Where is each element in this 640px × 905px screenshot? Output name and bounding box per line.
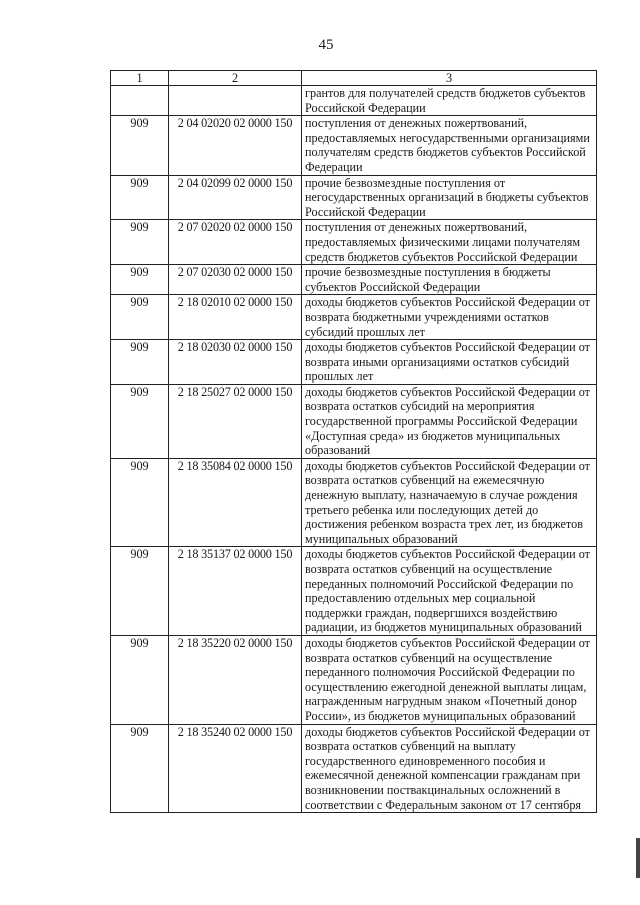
admin-code-cell: 909 <box>111 384 169 458</box>
table-row <box>111 340 597 385</box>
table-header-row <box>111 71 597 86</box>
admin-code-cell: 909 <box>111 724 169 813</box>
description-cell: доходы бюджетов субъектов Российской Федерации от возврата остатков субвенций на осуществление переданного полномочия Российской Федерации по осуществлению ежегодной денежной выплаты лицам, награжденным нагрудным знаком «Почетный донор России», из бюджетов муниципальных образований <box>302 635 597 724</box>
table-row <box>111 724 597 813</box>
table-row <box>111 635 597 724</box>
budget-code-cell: 2 07 02020 02 0000 150 <box>169 220 302 265</box>
budget-code-cell: 2 18 02030 02 0000 150 <box>169 340 302 385</box>
description-cell: доходы бюджетов субъектов Российской Федерации от возврата остатков субвенций на осуществление переданных полномочий Российской Федерации по предоставлению отдельных мер социальной поддержки граждан, подвергшихся воздействию радиации, из бюджетов муниципальных образований <box>302 547 597 636</box>
admin-code-cell: 909 <box>111 458 169 547</box>
budget-code-cell: 2 04 02020 02 0000 150 <box>169 116 302 175</box>
budget-code-cell: 2 07 02030 02 0000 150 <box>169 265 302 295</box>
header-col-1: 1 <box>111 71 169 86</box>
budget-code-cell: 2 18 02010 02 0000 150 <box>169 295 302 340</box>
budget-code-cell: 2 18 35240 02 0000 150 <box>169 724 302 813</box>
admin-code-cell: 909 <box>111 635 169 724</box>
header-col-3: 3 <box>302 71 597 86</box>
budget-code-cell: 2 04 02099 02 0000 150 <box>169 175 302 220</box>
budget-code-cell: 2 18 25027 02 0000 150 <box>169 384 302 458</box>
admin-code-cell: 909 <box>111 175 169 220</box>
admin-code-cell: 909 <box>111 116 169 175</box>
admin-code-cell: 909 <box>111 547 169 636</box>
table-row <box>111 175 597 220</box>
table-row <box>111 116 597 175</box>
description-cell: поступления от денежных пожертвований, предоставляемых негосударственными организациями получателям средств бюджетов субъектов Российской Федерации <box>302 116 597 175</box>
description-cell: доходы бюджетов субъектов Российской Федерации от возврата иными организациями остатков субсидий прошлых лет <box>302 340 597 385</box>
description-cell: доходы бюджетов субъектов Российской Федерации от возврата бюджетными учреждениями остатков субсидий прошлых лет <box>302 295 597 340</box>
admin-code-cell: 909 <box>111 295 169 340</box>
budget-code-cell: 2 18 35220 02 0000 150 <box>169 635 302 724</box>
table-row <box>111 220 597 265</box>
table-row <box>111 384 597 458</box>
budget-code-cell <box>169 86 302 116</box>
budget-code-cell: 2 18 35137 02 0000 150 <box>169 547 302 636</box>
table-row <box>111 295 597 340</box>
description-cell: грантов для получателей средств бюджетов субъектов Российской Федерации <box>302 86 597 116</box>
description-cell: поступления от денежных пожертвований, предоставляемых физическими лицами получателям средств бюджетов субъектов Российской Федерации <box>302 220 597 265</box>
table-row <box>111 265 597 295</box>
budget-code-cell: 2 18 35084 02 0000 150 <box>169 458 302 547</box>
description-cell: доходы бюджетов субъектов Российской Федерации от возврата остатков субсидий на мероприятия государственной программы Российской Федерации «Доступная среда» из бюджетов муниципальных образований <box>302 384 597 458</box>
table-row <box>111 547 597 636</box>
description-cell: доходы бюджетов субъектов Российской Федерации от возврата остатков субвенций на ежемесячную денежную выплату, назначаемую в случае рождения третьего ребенка или последующих детей до достижения ребенком возраста трех лет, из бюджетов муниципальных образований <box>302 458 597 547</box>
table-row <box>111 86 597 116</box>
admin-code-cell: 909 <box>111 265 169 295</box>
page-number: 45 <box>318 37 334 53</box>
admin-code-cell: 909 <box>111 340 169 385</box>
header-col-2: 2 <box>169 71 302 86</box>
admin-code-cell: 909 <box>111 220 169 265</box>
admin-code-cell <box>111 86 169 116</box>
description-cell: доходы бюджетов субъектов Российской Федерации от возврата остатков субвенций на выплату государственного единовременного пособия и ежемесячной денежной компенсации гражданам при возникновении поствакцинальных осложнений в соответствии с Федеральным законом от 17 сентября <box>302 724 597 813</box>
description-cell: прочие безвозмездные поступления от негосударственных организаций в бюджеты субъектов Российской Федерации <box>302 175 597 220</box>
description-cell: прочие безвозмездные поступления в бюджеты субъектов Российской Федерации <box>302 265 597 295</box>
edge-mark <box>636 838 640 878</box>
table-row <box>111 458 597 547</box>
budget-codes-table <box>110 70 597 813</box>
